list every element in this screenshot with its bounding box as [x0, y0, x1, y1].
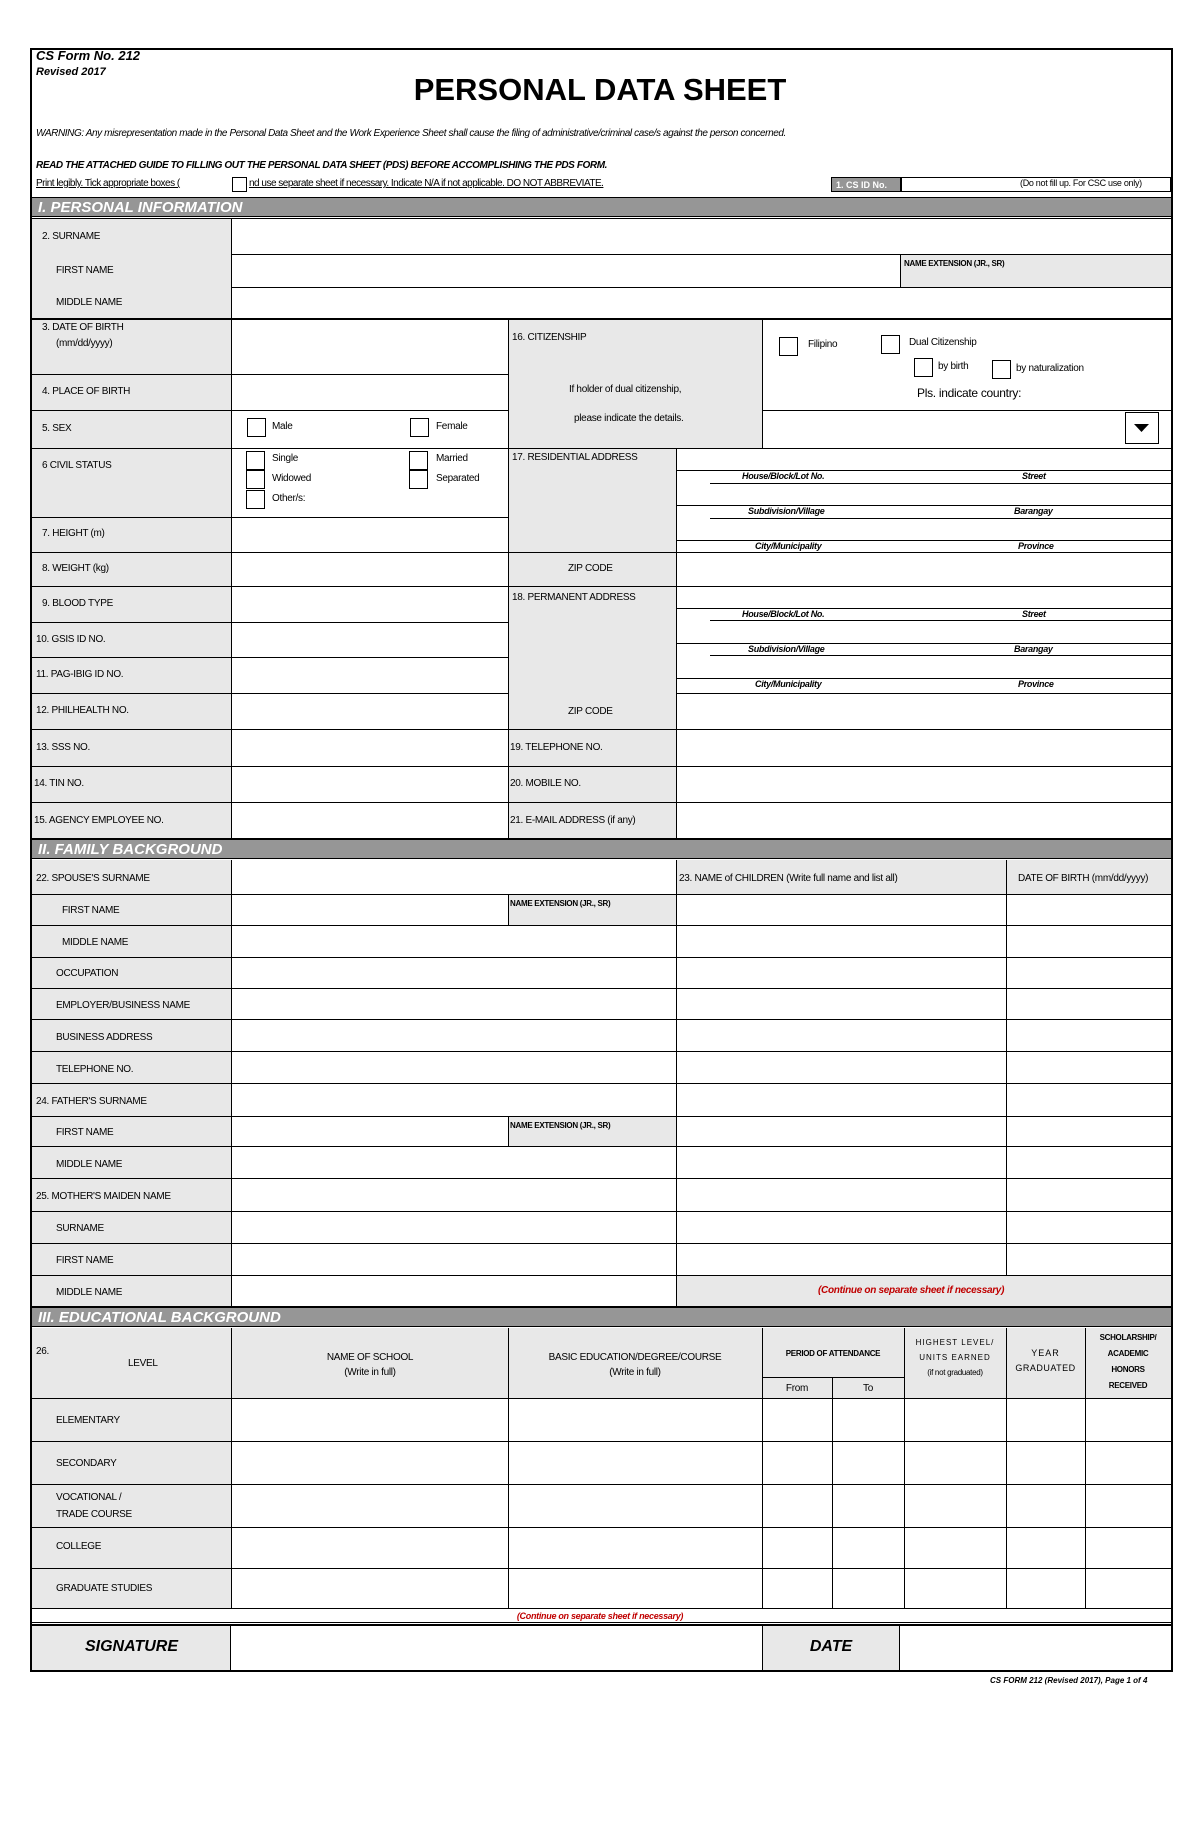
education-row-elementary[interactable]	[232, 1399, 1170, 1440]
employer-label: EMPLOYER/BUSINESS NAME	[56, 1000, 190, 1011]
single-label: Single	[272, 453, 298, 464]
business-address-label: BUSINESS ADDRESS	[56, 1032, 153, 1043]
perm-barangay-label: Barangay	[1014, 644, 1053, 654]
level-trade-course: TRADE COURSE	[56, 1509, 132, 1520]
cs-id-note: (Do not fill up. For CSC use only)	[1020, 178, 1142, 188]
warning-text: WARNING: Any misrepresentation made in the Personal Data Sheet and the Work Experience Sheet shall cause the filing of administrative/criminal case/s against the person concerned.	[36, 128, 786, 139]
country-dropdown-button[interactable]	[1125, 412, 1159, 444]
telephone-label: 19. TELEPHONE NO.	[510, 742, 603, 753]
widowed-checkbox[interactable]	[246, 470, 265, 489]
residential-zip-input[interactable]	[677, 553, 1170, 585]
education-row-college[interactable]	[232, 1528, 1170, 1567]
level-graduate-studies: GRADUATE STUDIES	[56, 1583, 153, 1594]
mother-first-name-label: FIRST NAME	[56, 1255, 114, 1266]
surname-label: 2. SURNAME	[42, 231, 101, 242]
separated-checkbox[interactable]	[409, 470, 428, 489]
education-row-secondary[interactable]	[232, 1442, 1170, 1483]
indicate-country-label: Pls. indicate country:	[917, 386, 1022, 400]
highest-level-header-2: UNITS EARNED	[919, 1353, 991, 1362]
level-elementary: ELEMENTARY	[56, 1415, 120, 1426]
agency-employee-label: 15. AGENCY EMPLOYEE NO.	[34, 815, 164, 826]
education-row-vocational[interactable]	[232, 1485, 1170, 1526]
gsis-label: 10. GSIS ID NO.	[36, 634, 106, 645]
res-barangay-label: Barangay	[1014, 506, 1053, 516]
level-college: COLLEGE	[56, 1541, 102, 1552]
father-name-ext-label: NAME EXTENSION (JR., SR)	[510, 1121, 611, 1130]
level-vocational: VOCATIONAL /	[56, 1492, 122, 1503]
dob-label: 3. DATE OF BIRTH	[42, 322, 124, 333]
middle-name-label: MIDDLE NAME	[56, 297, 123, 308]
telephone-input[interactable]	[677, 730, 1170, 765]
father-surname-input[interactable]	[232, 1084, 675, 1115]
page-footer: CS FORM 212 (Revised 2017), Page 1 of 4	[990, 1676, 1148, 1685]
period-header: PERIOD OF ATTENDANCE	[785, 1349, 881, 1358]
honors-header-2: ACADEMIC	[1107, 1349, 1149, 1358]
level-secondary: SECONDARY	[56, 1458, 117, 1469]
honors-header-3: HONORS	[1111, 1365, 1145, 1374]
middle-name-input[interactable]	[232, 288, 1170, 317]
philhealth-label: 12. PHILHEALTH NO.	[36, 705, 129, 716]
father-first-name-label: FIRST NAME	[56, 1127, 114, 1138]
male-label: Male	[272, 421, 293, 432]
citizenship-label: 16. CITIZENSHIP	[512, 332, 587, 343]
res-house-label: House/Block/Lot No.	[742, 471, 825, 481]
chevron-down-icon	[1126, 413, 1157, 442]
mother-surname-label: SURNAME	[56, 1223, 104, 1234]
page-title: PERSONAL DATA SHEET	[413, 72, 787, 107]
by-birth-checkbox[interactable]	[914, 358, 933, 377]
female-checkbox[interactable]	[410, 418, 429, 437]
widowed-label: Widowed	[272, 473, 312, 484]
sss-input[interactable]	[232, 730, 507, 765]
perm-zip-label: ZIP CODE	[568, 706, 613, 717]
section-educational-background: III. EDUCATIONAL BACKGROUND	[32, 1307, 1171, 1327]
filipino-label: Filipino	[808, 339, 838, 350]
surname-input[interactable]	[232, 219, 1170, 253]
perm-city-label: City/Municipality	[755, 679, 822, 689]
first-name-label: FIRST NAME	[56, 265, 114, 276]
res-city-label: City/Municipality	[755, 541, 822, 551]
sss-label: 13. SSS NO.	[36, 742, 90, 753]
spouse-name-ext-label: NAME EXTENSION (JR., SR)	[510, 899, 611, 908]
res-province-label: Province	[1018, 541, 1054, 551]
section-personal-information: I. PERSONAL INFORMATION	[32, 197, 1171, 217]
married-label: Married	[436, 453, 468, 464]
education-number-label: 26.	[36, 1346, 50, 1357]
business-address-input[interactable]	[232, 1020, 675, 1050]
res-subdivision-label: Subdivision/Village	[748, 506, 825, 516]
email-label: 21. E-MAIL ADDRESS (if any)	[510, 815, 636, 826]
pagibig-input[interactable]	[232, 658, 507, 692]
name-extension-label: NAME EXTENSION (JR., SR)	[904, 259, 1005, 268]
mother-middle-name-label: MIDDLE NAME	[56, 1287, 123, 1298]
children-dob-input[interactable]	[1007, 895, 1170, 1274]
spouse-first-name-input[interactable]	[232, 895, 507, 924]
pagibig-label: 11. PAG-IBIG ID NO.	[36, 669, 124, 680]
height-input[interactable]	[232, 518, 507, 551]
residential-address-label: 17. RESIDENTIAL ADDRESS	[512, 452, 638, 463]
gsis-input[interactable]	[232, 623, 507, 656]
form-number: CS Form No. 212	[36, 48, 141, 63]
spouse-middle-name-label: MIDDLE NAME	[62, 937, 129, 948]
revised-label: Revised 2017	[36, 66, 106, 78]
honors-header-1: SCHOLARSHIP/	[1099, 1333, 1157, 1342]
employer-input[interactable]	[232, 989, 675, 1018]
father-middle-name-input[interactable]	[232, 1147, 675, 1177]
by-naturalization-checkbox[interactable]	[992, 360, 1011, 379]
perm-subdivision-label: Subdivision/Village	[748, 644, 825, 654]
occupation-label: OCCUPATION	[56, 968, 119, 979]
family-continue-note: (Continue on separate sheet if necessary)	[818, 1285, 1005, 1296]
course-subheader: (Write in full)	[609, 1367, 661, 1378]
residential-address-input[interactable]	[677, 449, 1170, 551]
single-checkbox[interactable]	[246, 451, 265, 470]
spouse-telephone-input[interactable]	[232, 1052, 675, 1082]
pob-input[interactable]	[232, 375, 507, 409]
dual-note-2: please indicate the details.	[574, 413, 684, 424]
mobile-label: 20. MOBILE NO.	[510, 778, 581, 789]
level-header: LEVEL	[128, 1358, 158, 1369]
dual-citizenship-label: Dual Citizenship	[909, 337, 977, 348]
separated-label: Separated	[436, 473, 480, 484]
school-header: NAME OF SCHOOL	[326, 1352, 414, 1363]
res-zip-label: ZIP CODE	[568, 563, 613, 574]
year-graduated-header-2: GRADUATED	[1015, 1363, 1076, 1373]
pob-label: 4. PLACE OF BIRTH	[42, 386, 131, 397]
agency-employee-input[interactable]	[232, 803, 507, 837]
tin-input[interactable]	[232, 767, 507, 801]
education-row-graduate[interactable]	[232, 1569, 1170, 1607]
spouse-telephone-label: TELEPHONE NO.	[56, 1064, 134, 1075]
perm-house-label: House/Block/Lot No.	[742, 609, 825, 619]
dual-citizenship-checkbox[interactable]	[881, 335, 900, 354]
permanent-address-label: 18. PERMANENT ADDRESS	[512, 592, 636, 603]
female-label: Female	[436, 421, 468, 432]
mother-middle-name-input[interactable]	[232, 1276, 675, 1305]
perm-street-label: Street	[1022, 609, 1046, 619]
mother-surname-input[interactable]	[232, 1212, 675, 1242]
dual-note-1: If holder of dual citizenship,	[569, 384, 682, 395]
weight-input[interactable]	[232, 553, 507, 585]
date-input[interactable]	[900, 1624, 1171, 1670]
philhealth-input[interactable]	[232, 694, 507, 728]
weight-label: 8. WEIGHT (kg)	[42, 563, 109, 574]
occupation-input[interactable]	[232, 958, 675, 987]
civil-status-label: 6 CIVIL STATUS	[42, 460, 112, 471]
from-header: From	[785, 1383, 809, 1394]
height-label: 7. HEIGHT (m)	[42, 528, 105, 539]
read-guide-text: READ THE ATTACHED GUIDE TO FILLING OUT THE PERSONAL DATA SHEET (PDS) BEFORE ACCOMPLISHING THE PDS FORM.	[36, 160, 608, 171]
blood-type-label: 9. BLOOD TYPE	[42, 598, 113, 609]
father-middle-name-label: MIDDLE NAME	[56, 1159, 123, 1170]
cs-id-label: 1. CS ID No.	[831, 177, 901, 192]
res-street-label: Street	[1022, 471, 1046, 481]
tin-label: 14. TIN NO.	[34, 778, 84, 789]
to-header: To	[863, 1383, 873, 1394]
school-subheader: (Write in full)	[344, 1367, 396, 1378]
signature-input[interactable]	[231, 1624, 762, 1670]
sex-label: 5. SEX	[42, 423, 72, 434]
tick-sample-checkbox	[232, 177, 247, 192]
children-names-input[interactable]	[677, 895, 1005, 1274]
perm-province-label: Province	[1018, 679, 1054, 689]
highest-level-header-1: HIGHEST LEVEL/	[915, 1338, 995, 1347]
education-continue-note: (Continue on separate sheet if necessary)	[516, 1611, 684, 1621]
children-header: 23. NAME of CHILDREN (Write full name and list all)	[679, 873, 898, 884]
print-instructions-cont: nd use separate sheet if necessary. Indicate N/A if not applicable. DO NOT ABBREVIATE.	[249, 178, 604, 189]
filipino-checkbox[interactable]	[779, 337, 798, 356]
male-checkbox[interactable]	[247, 418, 266, 437]
father-first-name-input[interactable]	[232, 1117, 507, 1145]
mother-first-name-input[interactable]	[232, 1244, 675, 1274]
dob-format-label: (mm/dd/yyyy)	[56, 338, 113, 349]
dob-input[interactable]	[232, 319, 507, 373]
spouse-surname-input[interactable]	[232, 861, 675, 893]
signature-label: SIGNATURE	[84, 1638, 179, 1655]
mobile-input[interactable]	[677, 767, 1170, 801]
married-checkbox[interactable]	[409, 451, 428, 470]
section-family-background: II. FAMILY BACKGROUND	[32, 839, 1171, 859]
spouse-first-name-label: FIRST NAME	[62, 905, 120, 916]
email-input[interactable]	[677, 803, 1170, 837]
permanent-address-input[interactable]	[677, 587, 1170, 692]
permanent-zip-input[interactable]	[677, 694, 1170, 728]
print-instructions: Print legibly. Tick appropriate boxes (	[36, 178, 180, 189]
first-name-input[interactable]	[232, 255, 899, 286]
country-select[interactable]	[763, 411, 1163, 447]
father-surname-label: 24. FATHER'S SURNAME	[36, 1096, 147, 1107]
spouse-middle-name-input[interactable]	[232, 926, 675, 956]
education-level-column	[32, 1398, 231, 1608]
others-label: Other/s:	[272, 493, 306, 504]
mother-maiden-label: 25. MOTHER'S MAIDEN NAME	[36, 1191, 171, 1202]
spouse-surname-label: 22. SPOUSE'S SURNAME	[36, 873, 150, 884]
blood-type-input[interactable]	[232, 587, 507, 621]
honors-header-4: RECEIVED	[1108, 1381, 1148, 1390]
children-dob-header: DATE OF BIRTH (mm/dd/yyyy)	[1018, 873, 1149, 884]
date-label: DATE	[809, 1638, 853, 1655]
others-checkbox[interactable]	[246, 490, 265, 509]
highest-level-header-3: (if not graduated)	[927, 1368, 983, 1377]
by-naturalization-label: by naturalization	[1016, 363, 1084, 374]
year-graduated-header-1: YEAR	[1031, 1348, 1060, 1358]
by-birth-label: by birth	[938, 361, 969, 372]
course-header: BASIC EDUCATION/DEGREE/COURSE	[548, 1352, 722, 1363]
